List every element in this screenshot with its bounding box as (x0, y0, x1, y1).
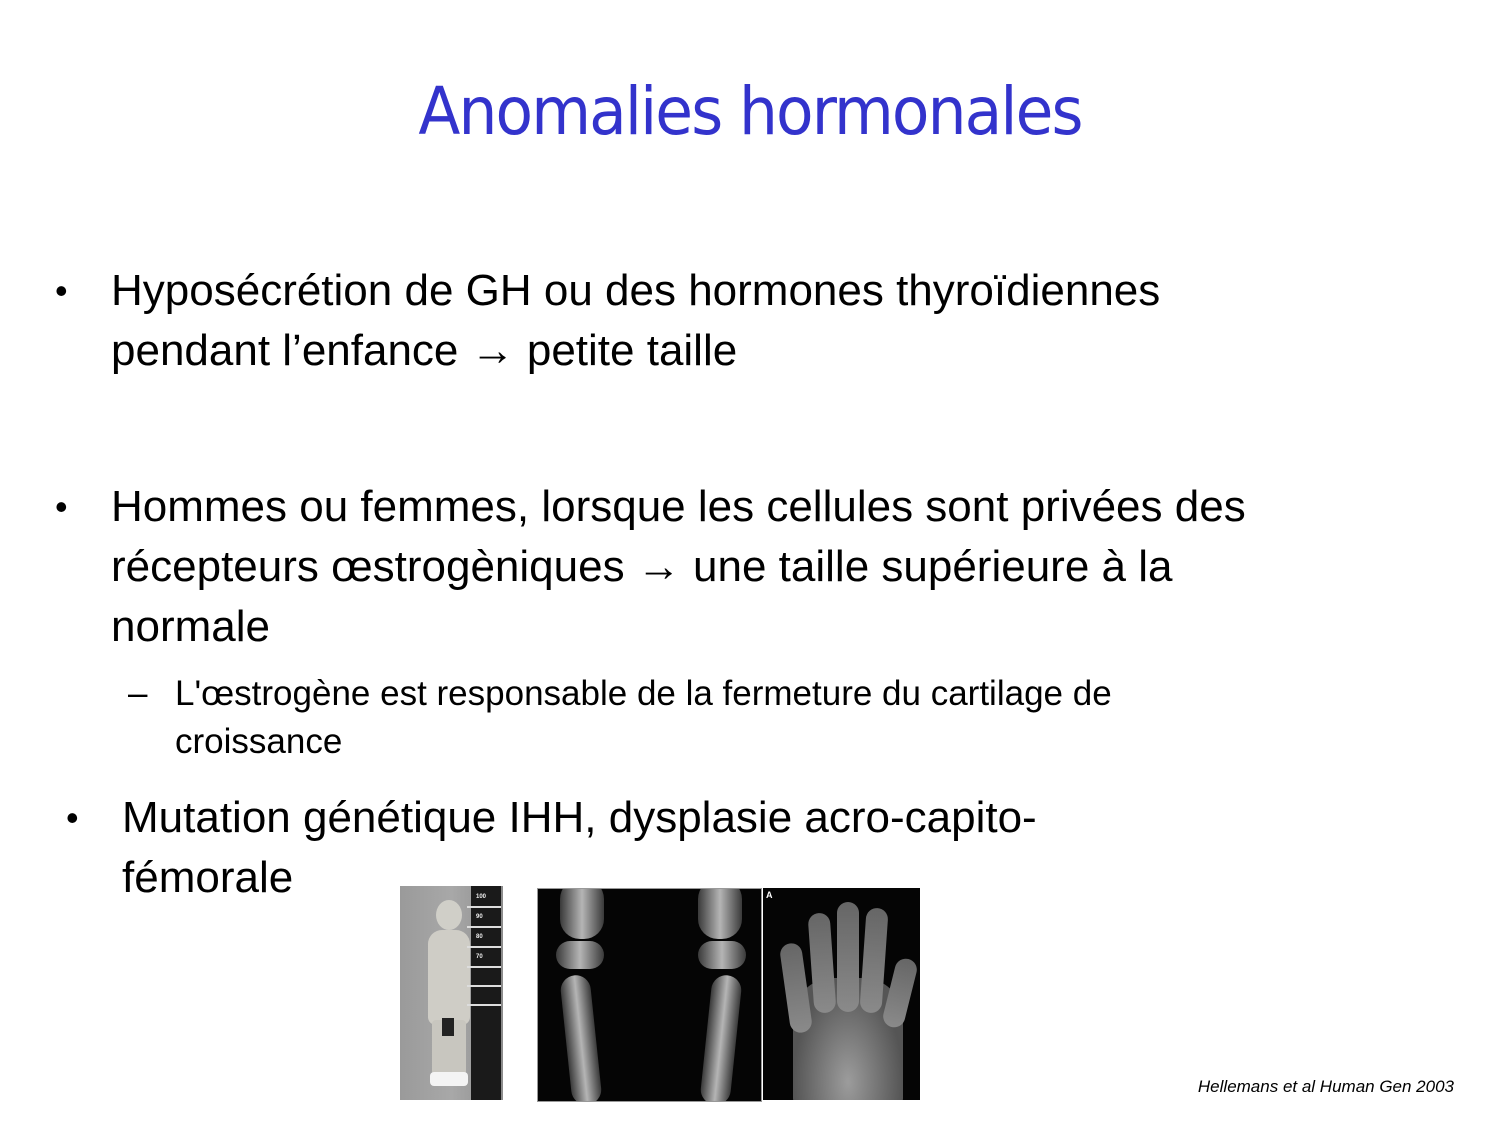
ruler-label: 90 (476, 914, 483, 920)
knee-xray (537, 888, 762, 1102)
bullet-marker: • (55, 270, 68, 311)
child-torso (428, 930, 470, 1025)
ruler-label: 70 (476, 954, 483, 960)
ruler-tick (467, 985, 501, 987)
censor-bar (442, 1018, 454, 1036)
bullet-line: Mutation génétique IHH, dysplasie acro-capito- (122, 793, 1037, 842)
ruler-label: 80 (476, 934, 483, 940)
ruler-tick (467, 966, 501, 968)
bullet-line: Hyposécrétion de GH ou des hormones thyroïdiennes (111, 266, 1161, 315)
sub-bullet-text (175, 670, 1112, 766)
sub-bullet-line: L'œstrogène est responsable de la fermeture du cartilage de (175, 674, 1112, 713)
bullet-line: fémorale (122, 853, 294, 902)
ruler-label: 100 (476, 894, 487, 900)
right-femur (698, 888, 742, 939)
ruler-tick (467, 926, 501, 928)
sub-bullet-line: croissance (175, 722, 343, 761)
ruler-tick (467, 946, 501, 948)
finger-middle (837, 902, 859, 1012)
bullet-marker: • (55, 486, 68, 527)
bullet-line: récepteurs œstrogèniques → une taille supérieure à la (111, 542, 1173, 591)
right-tibia (699, 974, 742, 1102)
left-femur (560, 888, 604, 939)
bullet-line: normale (111, 602, 270, 651)
bullet-line: pendant l’enfance → petite taille (111, 326, 738, 375)
bullet-text (111, 477, 1246, 657)
height-ruler (471, 886, 501, 1100)
ruler-tick (467, 906, 501, 908)
slide-title: Anomalies hormonales (418, 73, 1082, 150)
citation: Hellemans et al Human Gen 2003 (1197, 1077, 1454, 1096)
hand-xray (763, 888, 920, 1100)
child-socks (430, 1072, 468, 1086)
child-head (436, 900, 462, 930)
left-tibia (559, 974, 602, 1102)
child-height-photo (400, 886, 503, 1100)
bullet-line: Hommes ou femmes, lorsque les cellules sont privées des (111, 482, 1246, 531)
left-epiphysis (556, 941, 604, 969)
sub-bullet-marker: – (128, 674, 148, 713)
bullet-text (111, 261, 1160, 381)
panel-label: A (766, 890, 773, 900)
bullet-marker: • (66, 797, 79, 838)
right-epiphysis (698, 941, 746, 969)
ruler-tick (467, 1004, 501, 1006)
